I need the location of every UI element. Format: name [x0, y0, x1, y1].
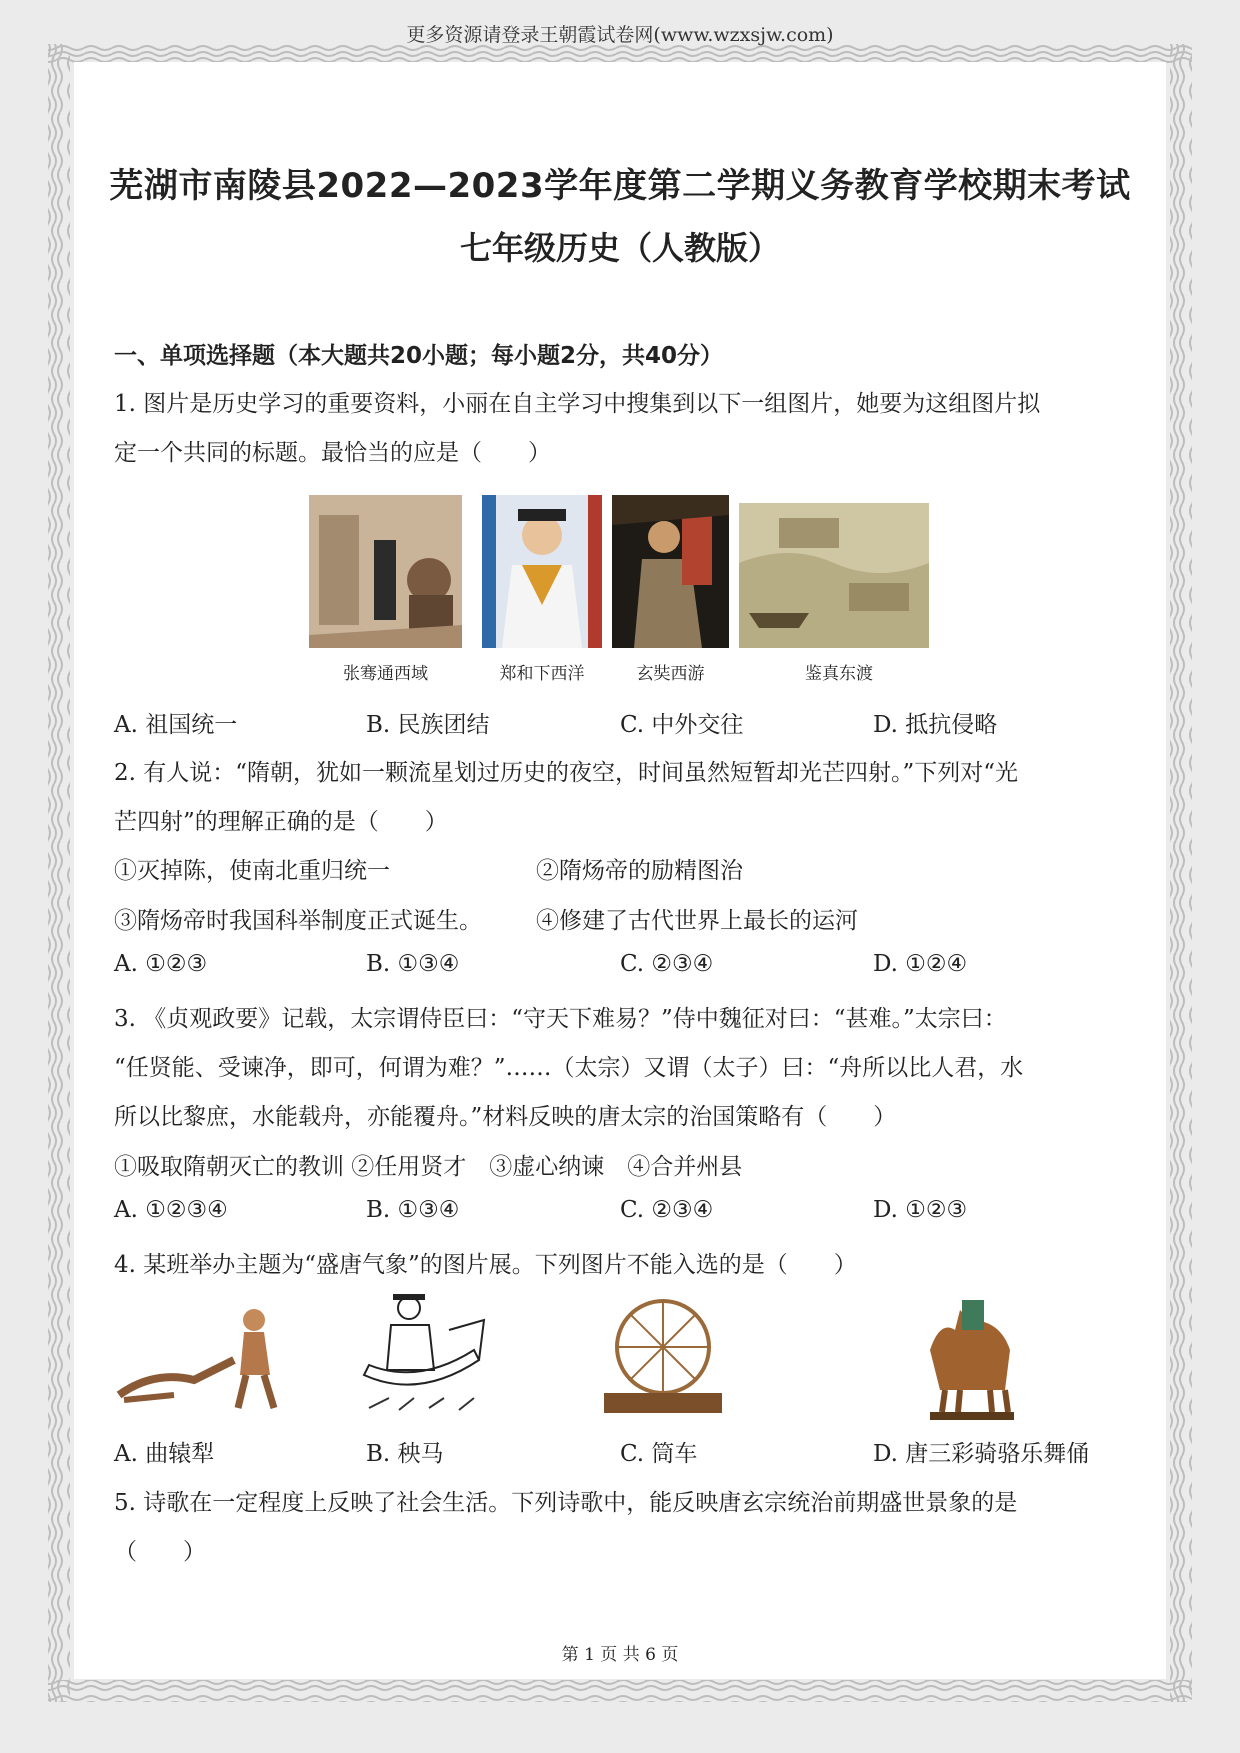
- q3-stem-line3: 所以比黎庶，水能载舟，亦能覆舟。”材料反映的唐太宗的治国策略有（ ）: [114, 1104, 897, 1130]
- q1-caption-4: 鉴真东渡: [805, 664, 873, 684]
- q3-option-a: A. ①②③④: [114, 1197, 228, 1223]
- q4-option-d: D. 唐三彩骑骆乐舞俑: [873, 1441, 1090, 1467]
- q2-stem-line2: 芒四射”的理解正确的是（ ）: [114, 809, 448, 835]
- section-heading: 一、单项选择题（本大题共20小题；每小题2分，共40分）: [114, 343, 724, 369]
- q1-stem-line2: 定一个共同的标题。最恰当的应是（ ）: [114, 440, 551, 466]
- q2-item-2: ②隋炀帝的励精图治: [536, 858, 743, 884]
- q3-option-b: B. ①③④: [366, 1197, 460, 1223]
- q4-option-c: C. 筒车: [620, 1441, 698, 1467]
- q4-image-plough: [114, 1300, 286, 1412]
- q3-option-c: C. ②③④: [620, 1197, 714, 1223]
- site-header: 更多资源请登录王朝霞试卷网(www.wzxsjw.com): [406, 24, 834, 46]
- q2-item-1: ①灭掉陈，使南北重归统一: [114, 858, 390, 884]
- q3-stem-line1: 3. 《贞观政要》记载，太宗谓侍臣曰：“守天下难易？”侍中魏征对曰：“甚难。”太宗曰：: [114, 1006, 1007, 1032]
- q1-option-b: B. 民族团结: [366, 712, 490, 738]
- q4-image-tangsancai: [920, 1290, 1024, 1422]
- q1-stem-line1: 1. 图片是历史学习的重要资料，小丽在自主学习中搜集到以下一组图片，她要为这组图片拟: [114, 391, 1041, 417]
- q1-image-jianzhen: [739, 503, 929, 648]
- q1-caption-1: 张骞通西域: [343, 664, 428, 684]
- q2-option-b: B. ①③④: [366, 951, 460, 977]
- q1-option-c: C. 中外交往: [620, 712, 744, 738]
- page-number: 第 1 页 共 6 页: [561, 1645, 679, 1665]
- q4-image-yangma: [359, 1290, 489, 1415]
- q4-option-a: A. 曲辕犁: [114, 1441, 215, 1467]
- q2-stem-line1: 2. 有人说：“隋朝，犹如一颗流星划过历史的夜空，时间虽然短暂却光芒四射。”下列对“光: [114, 760, 1019, 786]
- q1-caption-3: 玄奘西游: [636, 664, 705, 684]
- q3-option-d: D. ①②③: [873, 1197, 968, 1223]
- q2-option-a: A. ①②③: [114, 951, 208, 977]
- exam-title: 芜湖市南陵县2022—2023学年度第二学期义务教育学校期末考试: [109, 166, 1131, 206]
- q2-option-d: D. ①②④: [873, 951, 968, 977]
- q5-stem-line2: （ ）: [114, 1539, 206, 1565]
- exam-page: [74, 62, 1166, 1679]
- q4-image-tongche: [604, 1295, 722, 1413]
- q2-item-4: ④修建了古代世界上最长的运河: [536, 908, 858, 934]
- q3-items: ①吸取隋朝灭亡的教训 ②任用贤才 ③虚心纳谏 ④合并州县: [114, 1154, 743, 1180]
- q5-stem-line1: 5. 诗歌在一定程度上反映了社会生活。下列诗歌中，能反映唐玄宗统治前期盛世景象的是: [114, 1490, 1018, 1516]
- q1-option-a: A. 祖国统一: [114, 712, 238, 738]
- exam-subtitle: 七年级历史（人教版）: [459, 229, 780, 267]
- q1-image-xuanzang: [612, 495, 729, 648]
- q1-option-d: D. 抵抗侵略: [873, 712, 998, 738]
- q3-stem-line2: “任贤能、受谏净，即可，何谓为难？”……（太宗）又谓（太子）曰：“舟所以比人君，水: [114, 1055, 1024, 1081]
- q4-stem-line1: 4. 某班举办主题为“盛唐气象”的图片展。下列图片不能入选的是（ ）: [114, 1252, 857, 1278]
- q1-caption-2: 郑和下西洋: [499, 664, 585, 684]
- q2-item-3: ③隋炀帝时我国科举制度正式诞生。: [114, 908, 482, 934]
- q1-image-zhangqian: [309, 495, 462, 648]
- q1-image-zhenghe: [482, 495, 602, 648]
- q4-option-b: B. 秧马: [366, 1441, 444, 1467]
- q2-option-c: C. ②③④: [620, 951, 714, 977]
